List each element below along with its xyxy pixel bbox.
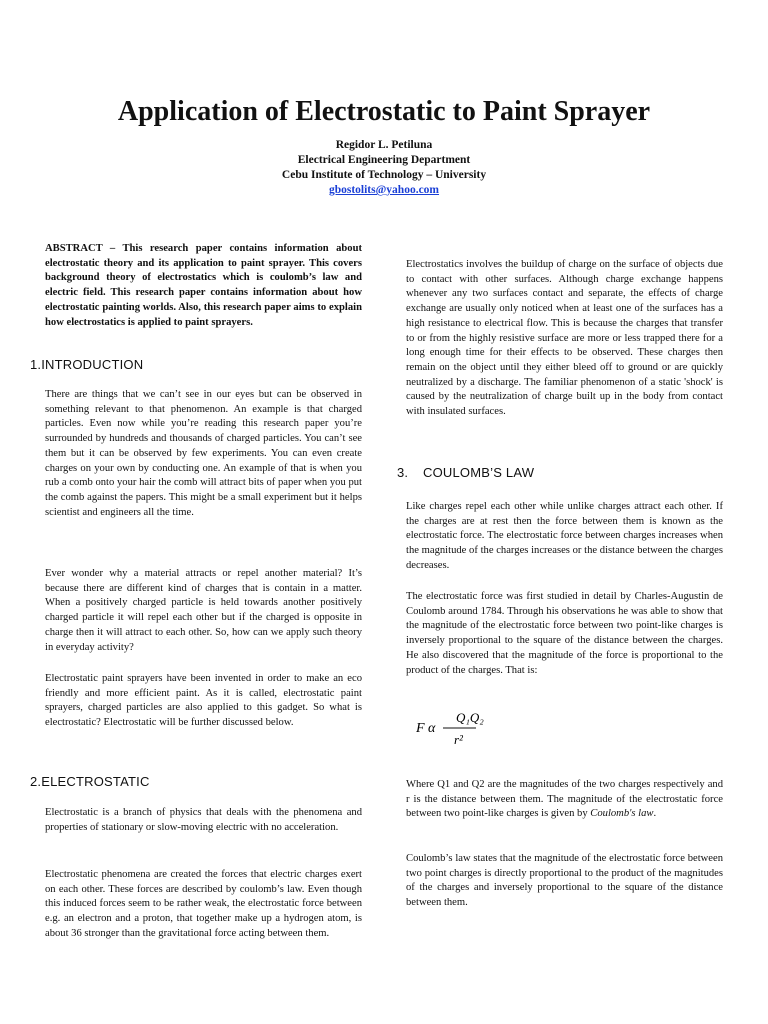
section-heading-coulombs-law bbox=[397, 465, 534, 481]
author-name: Regidor L. Petiluna bbox=[335, 139, 433, 151]
author-department: Electrical Engineering Department bbox=[297, 154, 471, 166]
section-title: COULOMB’S LAW bbox=[423, 465, 535, 480]
formula-numerator: Q₁Q₂ bbox=[456, 710, 484, 725]
electrostatic-paragraph: Electrostatic phenomena are created the forces that electric charges exert on each other. These forces are described by coulomb’s law. Even though this induced forces seem to be rather weak, the electrostatic force between e.g. an electron and a proton, that together make up a hydrogen atom, is about 36 stronger than the gravitational force acting between them. bbox=[45, 869, 362, 939]
abstract bbox=[45, 242, 362, 330]
coulomb-law-emphasis: Coulomb's law bbox=[590, 808, 654, 820]
formula-denominator: r² bbox=[454, 732, 463, 747]
author-email-link[interactable]: gbostolits@yahoo.com bbox=[328, 184, 440, 196]
coulomb-formula bbox=[416, 704, 516, 752]
abstract-text: ABSTRACT – This research paper contains information about electrostatic theory and its application to paint sprayer. This covers background theory of electrostatics which is coulomb’s law and electric field. This research paper contains information about how electrostatic painting worlds. Also, this research paper aims to explain how electrostatics is applied to paint sprayers. bbox=[45, 243, 362, 328]
coulomb-paragraph-text: Where Q1 and Q2 are the magnitudes of the two charges respectively and r is the distance between them. The magnitude of the electrostatic force between two point-like charges is given by bbox=[406, 779, 723, 820]
intro-paragraph: Ever wonder why a material attracts or repel another material? It’s because there are different kind of charges that is contain in a matter. When a positively charged particle is held towards another positively charged particle it will repel each other but if the charged is opposite in charge then it will attract to each other. So, how can we apply such theory in everyday activity? bbox=[45, 568, 362, 653]
paper-title: Application of Electrostatic to Paint Sprayer bbox=[117, 95, 651, 127]
coulomb-paragraph: Coulomb’s law states that the magnitude of the electrostatic force between two point charges is directly proportional to the product of the magnitudes of the charges and inversely proportional to the square of the distance between them. bbox=[406, 853, 723, 909]
coulomb-paragraph bbox=[406, 778, 723, 822]
author-block bbox=[0, 138, 768, 198]
formula-lhs: F bbox=[416, 721, 425, 736]
coulomb-paragraph: The electrostatic force was first studied in detail by Charles-Augustin de Coulomb around 1784. Through his observations he was able to show that the magnitude of the electrostatic force between two point-like charges is inversely proportional to the square of the distance between the charges. He also discovered that the magnitude of the force is proportional to the product of the charges. That is: bbox=[406, 591, 723, 676]
intro-paragraph: Electrostatic paint sprayers have been invented in order to make an eco friendly and more efficient paint. As it is called, electrostatic paint sprayers, charged particles are also applied to this gadget. So what is electrostatic? Electrostatic will be further discussed below. bbox=[45, 673, 362, 729]
electrostatic-paragraph: Electrostatics involves the buildup of charge on the surface of objects due to contact with other surfaces. Although charge exchange happens whenever any two surfaces contact and separate, the effects of charge exchange are usually only noticed when at least one of the surfaces has a high resistance to electrical flow. This is because the charges that transfer to or from the highly resistive surface are more or less trapped there for a long enough time for their effects to be observed. These charges then remain on the object until they either bleed off to ground or are quickly neutralized by a discharge. The familiar phenomenon of a static 'shock' is caused by the neutralization of charge built up in the body from contact with insulated surfaces. bbox=[406, 259, 723, 418]
author-institution: Cebu Institute of Technology – University bbox=[281, 169, 487, 181]
formula-graphic bbox=[416, 704, 516, 752]
section-heading-electrostatic: 2.ELECTROSTATIC bbox=[30, 774, 150, 789]
section-number: 3. bbox=[397, 465, 409, 480]
coulomb-paragraph: Like charges repel each other while unlike charges attract each other. If the charges are at rest then the force between them is known as the electrostatic force. The electrostatic force between charges increases when the magnitude of the charges increases or the distance between the charges decreases. bbox=[406, 501, 723, 571]
electrostatic-paragraph: Electrostatic is a branch of physics that deals with the phenomena and properties of stationary or slow-moving electric with no acceleration. bbox=[45, 807, 362, 833]
intro-paragraph: There are things that we can’t see in our eyes but can be observed in something relevant to that phenomenon. An example is that charged particles. Even now while you’re reading this research paper you’re surrounded by hundreds and thousands of charged particles. You can’t see them but it can be observed by few experiments. You can even create charges on your own by conducting one. An example of that is when you rub a comb onto your hair the comb will attract bits of paper when you put the comb against the papers. This might be a small experiment but it helps scientist and engineers all the time. bbox=[45, 389, 362, 518]
coulomb-paragraph-end: . bbox=[653, 808, 657, 820]
section-heading-introduction: 1.INTRODUCTION bbox=[30, 357, 144, 372]
formula-relation: α bbox=[428, 721, 436, 736]
